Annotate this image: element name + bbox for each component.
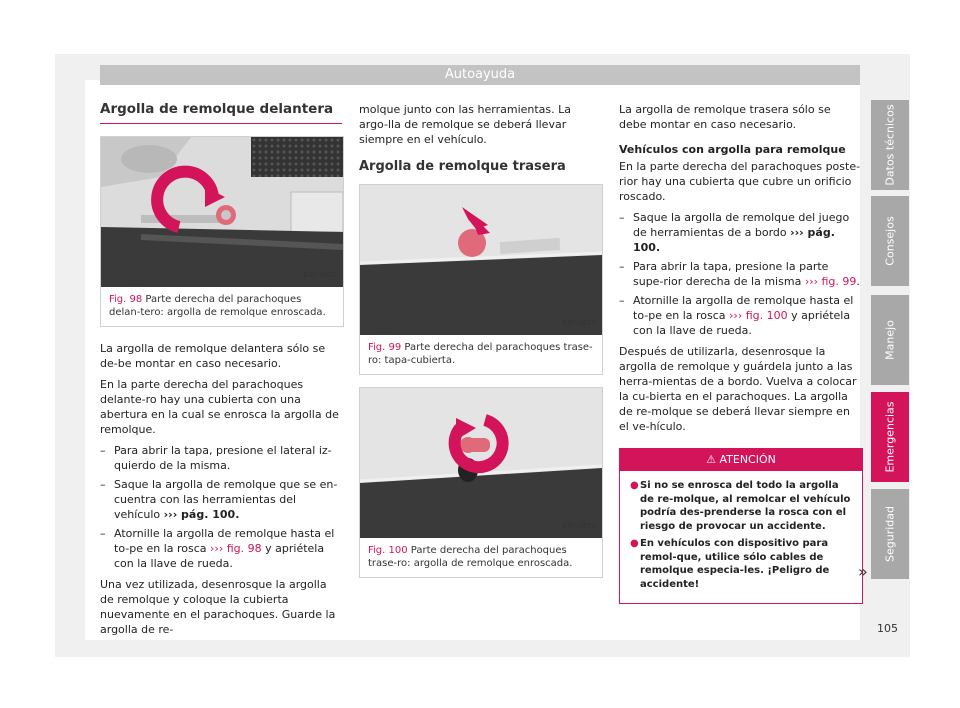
continue-arrow-icon: » xyxy=(858,562,868,581)
tab-label: Consejos xyxy=(883,216,897,266)
warning-body xyxy=(620,471,862,603)
warning-item xyxy=(630,479,854,533)
step-text: Saque la argolla de remolque del juego de herramientas de a bordo xyxy=(633,211,850,239)
paragraph: La argolla de remolque trasera sólo se debe montar en caso necesario. xyxy=(619,103,831,131)
warning-item-text: En vehículos con dispositivo para remol-que, utilice sólo cables de remolque especia-les. ¡Peligro de accidente! xyxy=(640,538,830,590)
column-right xyxy=(619,102,861,604)
paragraph: La argolla de remolque delantera sólo se de-be montar en caso necesario. xyxy=(100,342,326,370)
steps-list xyxy=(619,210,861,338)
figure-label: Fig. 100 xyxy=(368,545,408,556)
figure-100-caption xyxy=(360,538,602,577)
step-text: y apriétela con la llave de rueda. xyxy=(114,542,325,570)
step-text: Atornille la argolla de remolque hasta el to-pe en la rosca xyxy=(633,294,854,322)
section-header: Autoayuda xyxy=(100,65,860,85)
figure-100 xyxy=(359,387,603,578)
warning-box xyxy=(619,448,863,604)
image-code: B5F-0821 xyxy=(562,522,596,530)
tab-consejos[interactable] xyxy=(871,196,909,286)
tab-datos-tecnicos[interactable] xyxy=(871,100,909,190)
tab-label: Seguridad xyxy=(883,506,897,562)
step-end: y apriétela con la llave de rueda. xyxy=(633,309,851,337)
step-end: . xyxy=(655,241,661,254)
step-end: . xyxy=(856,275,860,288)
bullet-icon: ● xyxy=(630,480,639,491)
step-text: Atornille la argolla de remolque hasta el to-pe en la rosca xyxy=(114,527,335,555)
paragraph: Una vez utilizada, desenrosque la argolla de remolque y coloque la cubierta nuevamente en el parachoques. Guarde la argolla de re- xyxy=(100,578,336,636)
figure-caption-text: Parte derecha del parachoques delan-tero: argolla de remolque enroscada. xyxy=(109,294,326,318)
column-left xyxy=(100,102,342,643)
paragraph: molque junto con las herramientas. La argo-lla de remolque se deberá llevar siempre en el vehículo. xyxy=(359,103,572,146)
warning-item xyxy=(630,537,854,591)
warning-title: ATENCIÓN xyxy=(719,453,776,466)
step-item xyxy=(619,293,861,338)
paragraph: En la parte derecha del parachoques delante-ro hay una cubierta con una abertura en la cual se enrosca la argolla de remolque. xyxy=(100,378,339,436)
page-ref-link[interactable]: ››› pág. 100 xyxy=(163,508,236,521)
subheading: Vehículos con argolla para remolque xyxy=(619,143,846,156)
tab-label: Manejo xyxy=(883,320,897,360)
figure-label: Fig. 98 xyxy=(109,294,143,305)
warning-icon: ⚠ xyxy=(706,453,716,466)
tab-label: Datos técnicos xyxy=(883,104,897,186)
figure-99-image xyxy=(360,185,602,335)
step-item: – Para abrir la tapa, presione el lateral iz-quierdo de la misma. xyxy=(100,443,342,473)
figure-100-image xyxy=(360,388,602,538)
figure-ref-link[interactable]: ››› fig. 99 xyxy=(804,275,857,288)
step-text: Saque la argolla de remolque que se en-cuentra con las herramientas del vehículo xyxy=(114,478,338,521)
paragraph: Después de utilizarla, desenrosque la argolla de remolque y guárdela junto a las herra-mientas de a bordo. Vuelva a colocar la cu-bierta en el parachoques. La argolla de re-molque se deberá llevar siempre en el ve-hículo. xyxy=(619,345,857,433)
image-code: B5F-0822 xyxy=(562,319,596,327)
tab-label: Emergencias xyxy=(883,401,897,473)
figure-label: Fig. 99 xyxy=(368,342,402,353)
figure-99-caption xyxy=(360,335,602,374)
bullet-icon: ● xyxy=(630,538,639,549)
step-item xyxy=(619,259,861,289)
figure-98-image xyxy=(101,137,343,287)
paragraph: En la parte derecha del parachoques poste-rior hay una cubierta que cubre un orificio roscado. xyxy=(619,160,861,203)
figure-99 xyxy=(359,184,603,375)
section-title-front: Argolla de remolque delantera xyxy=(100,102,342,124)
tab-seguridad[interactable] xyxy=(871,489,909,579)
steps-list xyxy=(100,443,342,571)
step-item xyxy=(100,477,342,522)
figure-98 xyxy=(100,136,344,327)
figure-caption-text: Parte derecha del parachoques trase-ro: argolla de remolque enroscada. xyxy=(368,545,573,569)
step-text: Para abrir la tapa, presione la parte supe-rior derecha de la misma xyxy=(633,260,829,288)
page-number: 105 xyxy=(877,622,898,635)
step-item xyxy=(619,210,861,255)
figure-ref-link[interactable]: ››› fig. 100 xyxy=(729,309,788,322)
tab-manejo[interactable] xyxy=(871,295,909,385)
step-end: . xyxy=(235,508,240,521)
figure-98-caption xyxy=(101,287,343,326)
figure-caption-text: Parte derecha del parachoques trase-ro: tapa-cubierta. xyxy=(368,342,593,366)
figure-ref-link[interactable]: ››› fig. 98 xyxy=(210,542,262,555)
page-ref-link[interactable]: ››› pág. 100 xyxy=(633,226,835,254)
section-title-rear: Argolla de remolque trasera xyxy=(359,159,566,174)
image-code: B5F-0820 xyxy=(303,271,337,279)
step-item xyxy=(100,526,342,571)
warning-item-text: Si no se enrosca del todo la argolla de re-molque, al remolcar el vehículo podría des-prenderse la rosca con el riesgo de provocar un accidente. xyxy=(640,480,851,532)
warning-header xyxy=(620,449,862,471)
tab-emergencias[interactable] xyxy=(871,392,909,482)
column-middle xyxy=(359,102,601,578)
